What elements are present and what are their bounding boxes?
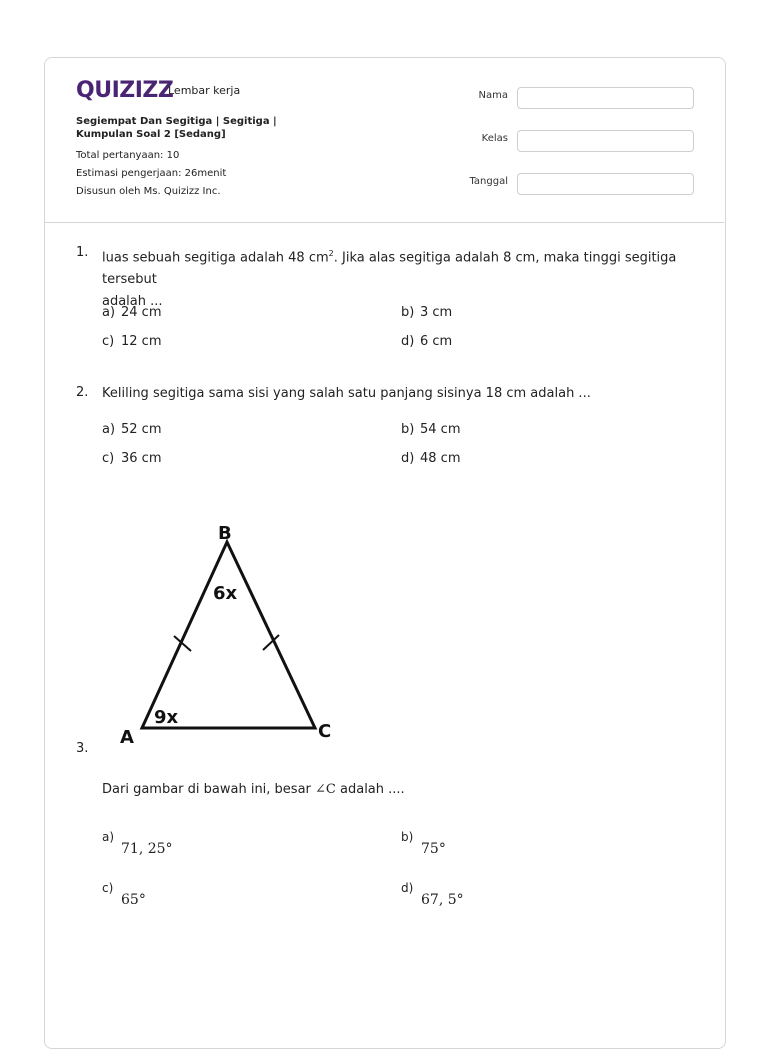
- question-1-number: 1.: [76, 245, 89, 260]
- question-3-option-b: 75°: [421, 841, 446, 857]
- question-2-option-c: c) 36 cm: [102, 451, 162, 466]
- estimated-time: Estimasi pengerjaan: 26menit: [76, 168, 227, 179]
- question-1-option-a: a) 24 cm: [102, 305, 162, 320]
- question-3-option-d-label: d): [401, 881, 414, 895]
- question-1-option-b: b) 3 cm: [401, 305, 453, 320]
- question-3-option-c: 65°: [121, 892, 146, 908]
- question-1-text: luas sebuah segitiga adalah 48 $cm^2$. Jika alas segitiga adalah 8 cm, maka tinggi segitiga tersebut adalah ...: [102, 249, 677, 310]
- field-label-nama: Nama: [478, 90, 508, 101]
- question-1-option-d: d) 6 cm: [401, 334, 453, 349]
- worksheet-title: Segiempat Dan Segitiga | Segitiga | Kumpulan Soal 2 [Sedang]: [76, 116, 277, 140]
- field-label-tanggal: Tanggal: [469, 176, 508, 187]
- question-3-option-b-label: b): [401, 830, 414, 844]
- angle-a-label: 9x: [154, 707, 179, 728]
- question-3-option-c-label: c): [102, 881, 114, 895]
- question-2-option-b: b) 54 cm: [401, 422, 461, 437]
- question-1-option-c: c) 12 cm: [102, 334, 162, 349]
- tanggal-input[interactable]: [517, 173, 694, 195]
- total-questions: Total pertanyaan: 10: [76, 150, 180, 161]
- question-2-option-a: a) 52 cm: [102, 422, 162, 437]
- triangle-shape: [142, 542, 315, 728]
- angle-b-label: 6x: [213, 583, 238, 604]
- question-3-number: 3.: [76, 741, 89, 756]
- question-2-number: 2.: [76, 385, 89, 400]
- vertex-a-label: A: [120, 727, 134, 748]
- quizizz-logo: QUIZIZZ: [76, 78, 174, 103]
- question-2-option-d: d) 48 cm: [401, 451, 461, 466]
- question-3-option-d: 67, 5°: [421, 892, 464, 908]
- question-3-option-a: 71, 25°: [121, 841, 173, 857]
- question-3-text: Dari gambar di bawah ini, besar ∠C adalah ....: [102, 782, 405, 797]
- question-2-text: Keliling segitiga sama sisi yang salah satu panjang sisinya 18 cm adalah ...: [102, 386, 591, 401]
- author: Disusun oleh Ms. Quizizz Inc.: [76, 186, 221, 197]
- vertex-b-label: B: [218, 523, 232, 544]
- kelas-input[interactable]: [517, 130, 694, 152]
- worksheet-subtitle: Lembar kerja: [168, 84, 241, 97]
- nama-input[interactable]: [517, 87, 694, 109]
- field-label-kelas: Kelas: [481, 133, 508, 144]
- vertex-c-label: C: [318, 721, 332, 742]
- question-3-option-a-label: a): [102, 830, 115, 844]
- triangle-figure: [110, 515, 350, 750]
